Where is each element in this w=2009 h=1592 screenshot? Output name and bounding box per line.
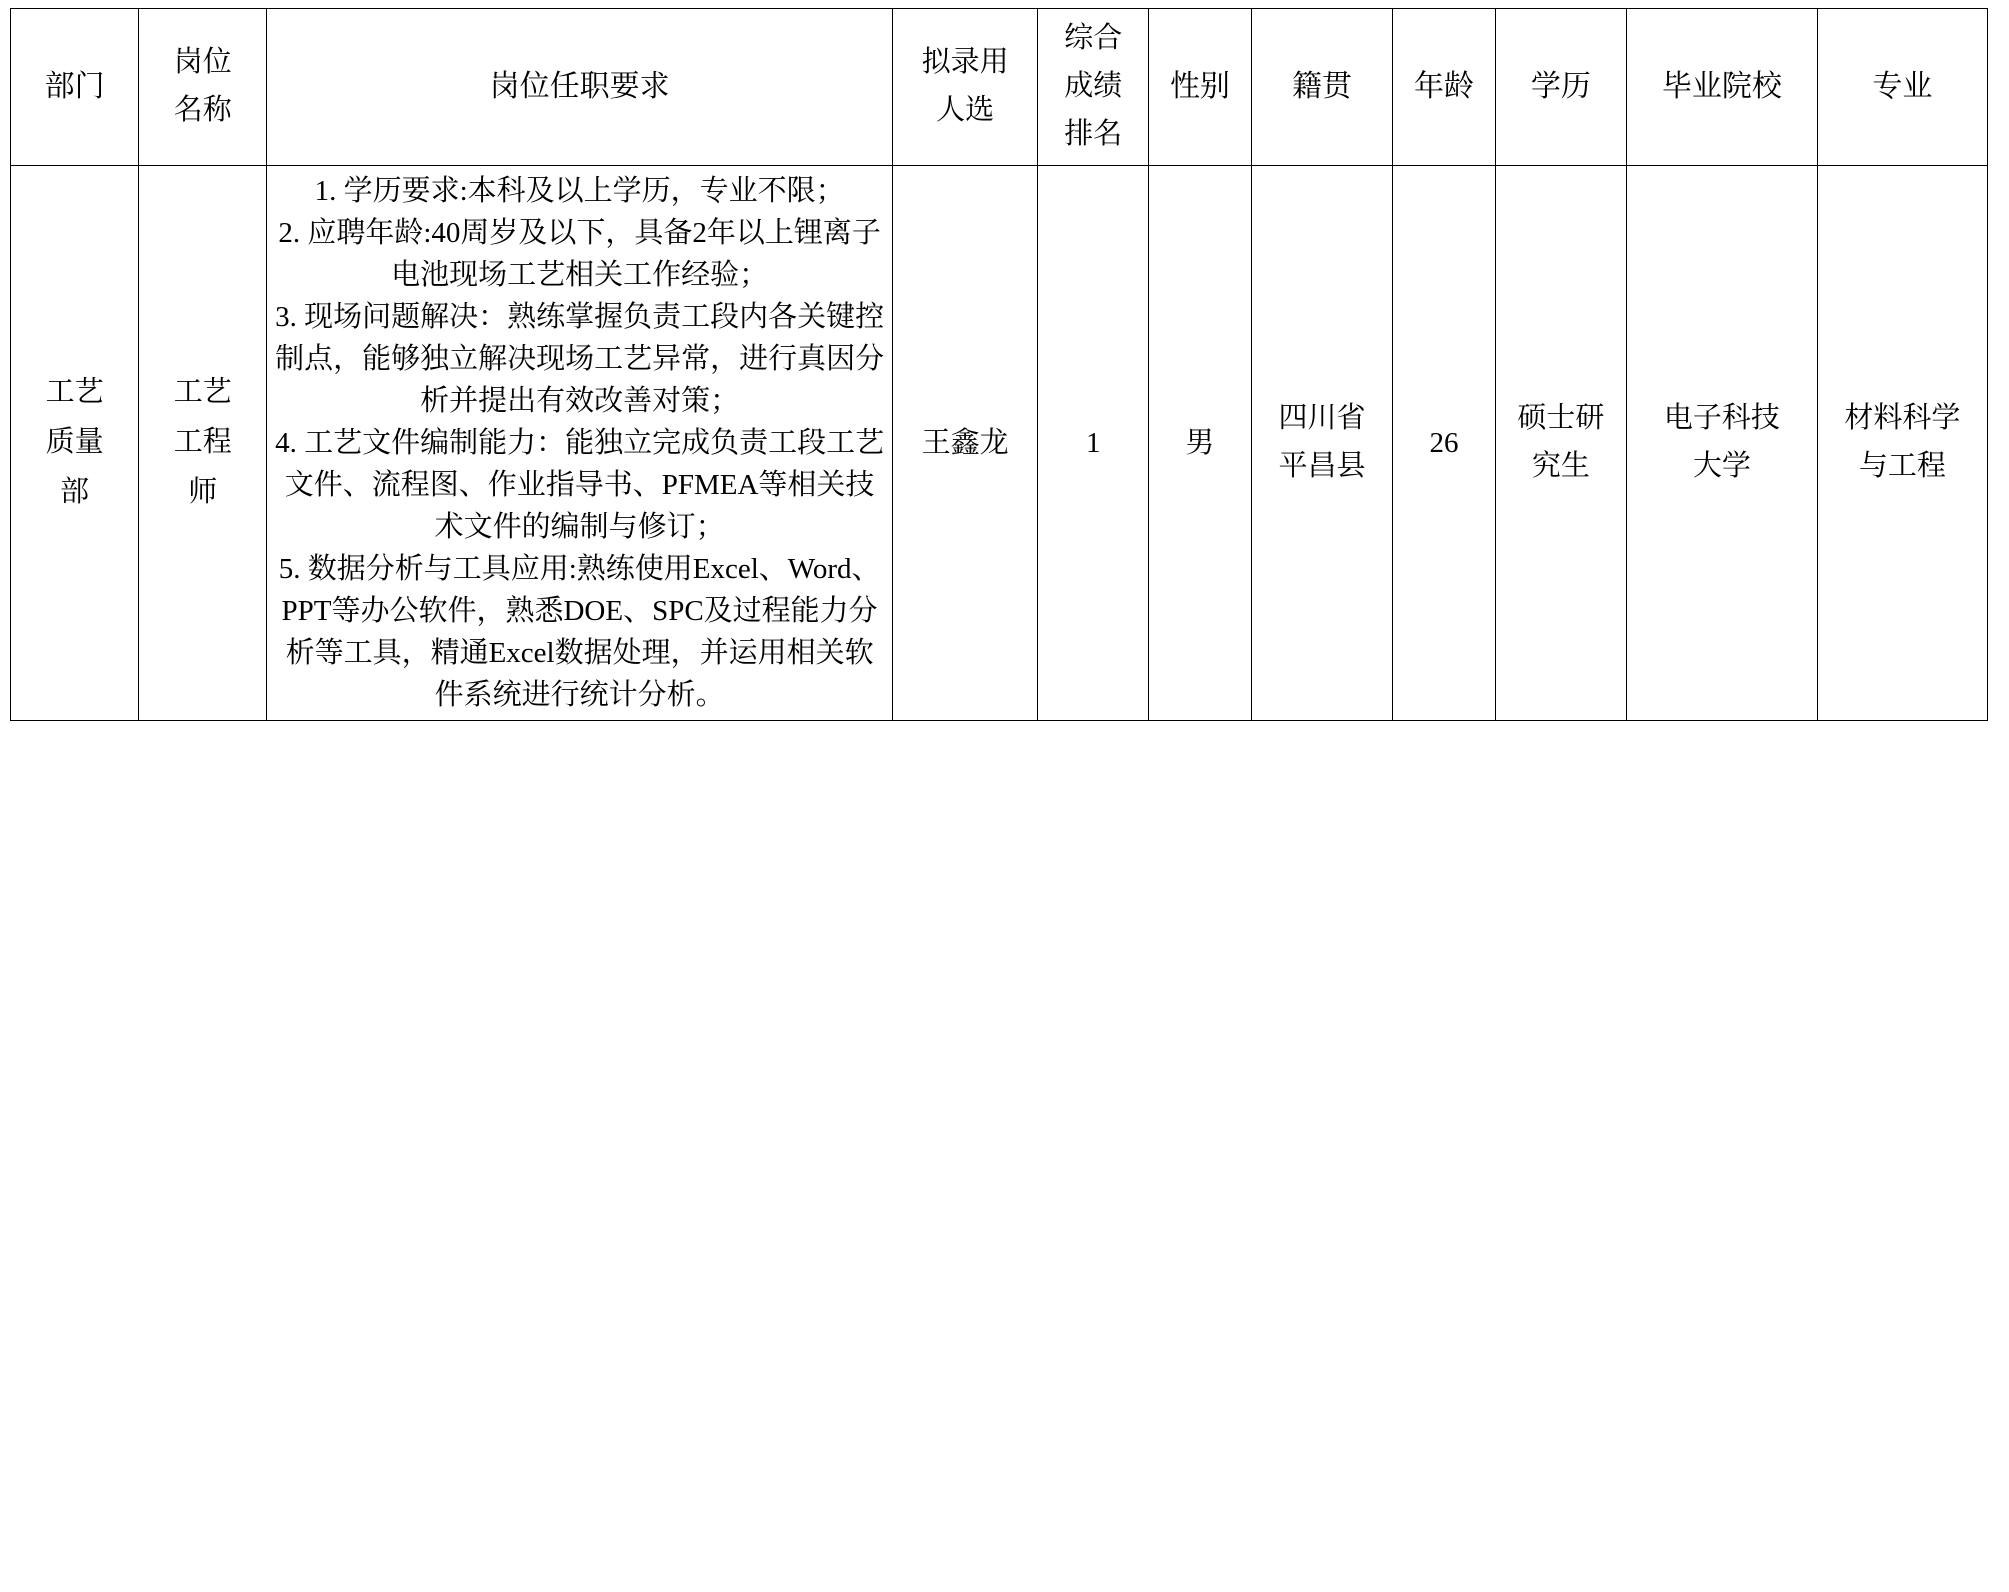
header-candidate-line2: 人选 — [936, 93, 995, 126]
table-row — [11, 165, 1988, 721]
recruitment-table — [10, 8, 1988, 721]
cell-rank: 1 — [1038, 165, 1149, 721]
cell-post-name — [139, 165, 267, 721]
post-line-1: 工艺 — [173, 376, 232, 409]
cell-native-place — [1251, 165, 1393, 721]
header-rank — [1038, 9, 1149, 166]
cell-department — [11, 165, 139, 721]
header-major: 专业 — [1817, 9, 1987, 166]
header-requirements: 岗位任职要求 — [267, 9, 893, 166]
header-rank-line2: 成绩 — [1064, 69, 1123, 102]
header-candidate — [892, 9, 1038, 166]
header-education: 学历 — [1495, 9, 1626, 166]
post-line-3: 师 — [188, 475, 218, 508]
department-line-2: 质量 — [45, 425, 104, 458]
header-candidate-line1: 拟录用 — [921, 45, 1009, 78]
header-school: 毕业院校 — [1626, 9, 1817, 166]
requirement-item-4: 4. 工艺文件编制能力：能独立完成负责工段工艺文件、流程图、作业指导书、PFMEA等相关技术文件的编制与修订； — [275, 426, 885, 543]
header-post-name-line2: 名称 — [173, 93, 232, 126]
cell-gender: 男 — [1149, 165, 1252, 721]
native-place-line-2: 平昌县 — [1278, 449, 1366, 482]
table-header-row — [11, 9, 1988, 166]
major-line-2: 与工程 — [1858, 449, 1946, 482]
requirement-item-5: 5. 数据分析与工具应用:熟练使用Excel、Word、PPT等办公软件，熟悉DOE、SPC及过程能力分析等工具，精通Excel数据处理，并运用相关软件系统进行统计分析。 — [278, 552, 881, 712]
native-place-line-1: 四川省 — [1278, 401, 1366, 434]
education-line-1: 硕士研 — [1517, 401, 1605, 434]
header-rank-line1: 综合 — [1064, 22, 1123, 54]
department-line-3: 部 — [60, 475, 90, 508]
cell-school — [1626, 165, 1817, 721]
cell-age: 26 — [1393, 165, 1496, 721]
requirement-item-2: 2. 应聘年龄:40周岁及以下，具备2年以上锂离子电池现场工艺相关工作经验； — [278, 216, 881, 291]
requirement-item-1: 1. 学历要求:本科及以上学历，专业不限； — [314, 174, 845, 207]
cell-candidate: 王鑫龙 — [892, 165, 1038, 721]
cell-requirements — [267, 165, 893, 721]
header-rank-line3: 排名 — [1064, 117, 1123, 150]
header-department: 部门 — [11, 9, 139, 166]
cell-major — [1817, 165, 1987, 721]
header-native-place: 籍贯 — [1251, 9, 1393, 166]
requirement-item-3: 3. 现场问题解决：熟练掌握负责工段内各关键控制点，能够独立解决现场工艺异常，进行真因分析并提出有效改善对策； — [275, 300, 885, 417]
school-line-2: 大学 — [1692, 449, 1751, 482]
header-gender: 性别 — [1149, 9, 1252, 166]
major-line-1: 材料科学 — [1844, 401, 1961, 434]
post-line-2: 工程 — [173, 425, 232, 458]
education-line-2: 究生 — [1531, 449, 1590, 482]
school-line-1: 电子科技 — [1663, 401, 1780, 434]
cell-education — [1495, 165, 1626, 721]
header-post-name — [139, 9, 267, 166]
header-post-name-line1: 岗位 — [173, 45, 232, 78]
department-line-1: 工艺 — [45, 376, 104, 409]
header-age: 年龄 — [1393, 9, 1496, 166]
